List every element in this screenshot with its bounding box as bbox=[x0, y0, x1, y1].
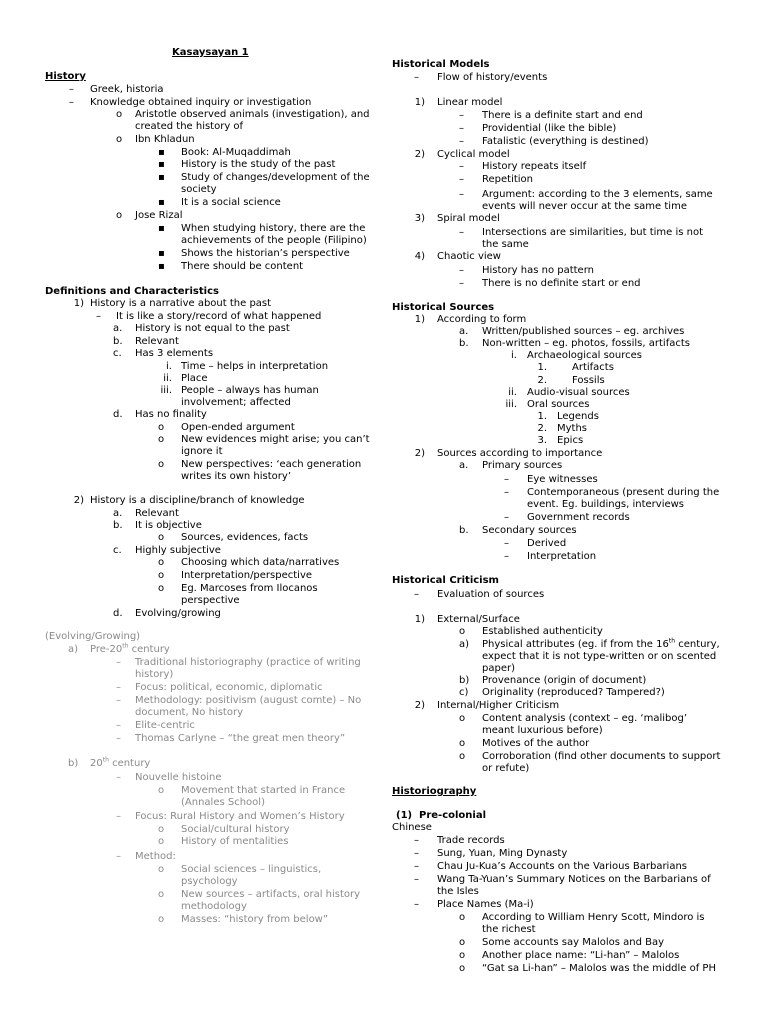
bullet-square: ▪ bbox=[158, 159, 165, 170]
place-item: the richest bbox=[482, 924, 536, 935]
dash-marker: – bbox=[414, 874, 419, 885]
chinese-label: Chinese bbox=[392, 822, 432, 833]
bullet-circle: o bbox=[158, 570, 165, 581]
int-item: meant luxurious before) bbox=[482, 725, 603, 736]
focus-item: Social/cultural history bbox=[181, 824, 290, 835]
pre20-item: Focus: political, economic, diplomatic bbox=[135, 682, 323, 693]
pre-colonial: Pre-colonial bbox=[419, 810, 487, 821]
sources-1b: Non-written – eg. photos, fossils, artifacts bbox=[482, 338, 690, 349]
primary-sources: Primary sources bbox=[482, 460, 563, 471]
audio-visual: Audio-visual sources bbox=[527, 387, 630, 398]
element-item: Time – helps in interpretation bbox=[181, 361, 329, 372]
dash-marker: – bbox=[414, 848, 419, 859]
oral-item: Legends bbox=[557, 411, 599, 422]
defs-2b: It is objective bbox=[135, 520, 202, 531]
defs-point-2: History is a discipline/branch of knowledge bbox=[90, 495, 305, 506]
bullet-circle: o bbox=[459, 713, 466, 724]
secondary-sources: Secondary sources bbox=[482, 525, 577, 536]
letter-marker: c. bbox=[113, 348, 122, 359]
method-item: New sources – artifacts, oral history bbox=[181, 889, 361, 900]
dash-marker: – bbox=[414, 835, 419, 846]
method-item: methodology bbox=[181, 901, 247, 912]
bullet-circle: o bbox=[158, 889, 165, 900]
dash-marker: – bbox=[459, 136, 464, 147]
defs-2d: Evolving/growing bbox=[135, 608, 221, 619]
bullet-circle: o bbox=[158, 532, 165, 543]
focus-line: Focus: Rural History and Women’s History bbox=[135, 811, 345, 822]
history-heading: History bbox=[45, 71, 86, 82]
cyclical-item: History repeats itself bbox=[482, 161, 587, 172]
letter-marker: b. bbox=[113, 336, 123, 347]
pre20-item: document, No history bbox=[135, 707, 243, 718]
bullet-square: ▪ bbox=[158, 147, 165, 158]
secondary-item: Interpretation bbox=[527, 551, 597, 562]
number-marker: (1) bbox=[396, 810, 413, 821]
bullet-circle: o bbox=[459, 626, 466, 637]
pre20-item: Traditional historiography (practice of writing bbox=[135, 657, 361, 668]
spiral-item: Intersections are similarities, but time is not bbox=[482, 227, 704, 238]
dash-marker: – bbox=[504, 487, 509, 498]
bullet-circle: o bbox=[158, 914, 165, 925]
bullet-square: ▪ bbox=[158, 172, 165, 183]
method-item: Masses: “history from below” bbox=[181, 914, 329, 925]
dash-marker: – bbox=[116, 720, 121, 731]
number-marker: 1. bbox=[537, 362, 547, 373]
focus-item: History of mentalities bbox=[181, 836, 289, 847]
bullet-circle: o bbox=[158, 785, 165, 796]
history-item: Greek, historia bbox=[90, 84, 164, 95]
element-item: Place bbox=[181, 373, 208, 384]
bullet-circle: o bbox=[116, 210, 123, 221]
dash-marker: – bbox=[459, 161, 464, 172]
cyclical-item: Argument: according to the 3 elements, same bbox=[482, 189, 713, 200]
method-line: Method: bbox=[135, 851, 176, 862]
number-marker: 1) bbox=[414, 97, 425, 108]
roman-marker: i. bbox=[511, 350, 517, 361]
number-marker: 2. bbox=[537, 423, 547, 434]
roman-marker: ii. bbox=[163, 373, 172, 384]
defs-point-1-sub: It is like a story/record of what happened bbox=[116, 311, 322, 322]
arch-item: Artifacts bbox=[572, 362, 614, 373]
primary-item: Contemporaneous (present during the bbox=[527, 487, 720, 498]
letter-marker: a. bbox=[113, 323, 123, 334]
bullet-square: ▪ bbox=[158, 248, 165, 259]
criticism-eval: Evaluation of sources bbox=[437, 589, 545, 600]
finality-item: New evidences might arise; you can’t bbox=[181, 434, 370, 445]
dash-marker: – bbox=[69, 84, 74, 95]
place-item: According to William Henry Scott, Mindoro is bbox=[482, 912, 705, 923]
bullet-circle: o bbox=[158, 583, 165, 594]
number-marker: 2. bbox=[537, 375, 547, 386]
chinese-item: Place Names (Ma-i) bbox=[437, 899, 534, 910]
pre20-item: history) bbox=[135, 669, 174, 680]
int-item: or refute) bbox=[482, 763, 530, 774]
nouvelle-item: Movement that started in France bbox=[181, 785, 346, 796]
bullet-circle: o bbox=[158, 824, 165, 835]
sources-1: According to form bbox=[437, 314, 527, 325]
element-item: involvement; affected bbox=[181, 397, 291, 408]
letter-marker: b) bbox=[459, 675, 470, 686]
number-marker: 1) bbox=[73, 298, 84, 309]
defs-1b: Relevant bbox=[135, 336, 179, 347]
oral-item: Epics bbox=[557, 435, 584, 446]
cyclical-item: events will never occur at the same time bbox=[482, 201, 687, 212]
criticism-heading: Historical Criticism bbox=[392, 575, 499, 586]
subjective-item: Eg. Marcoses from Ilocanos bbox=[181, 583, 318, 594]
chinese-item: Trade records bbox=[437, 835, 505, 846]
dash-marker: – bbox=[414, 899, 419, 910]
pre20-item: Methodology: positivism (august comte) – No bbox=[135, 695, 362, 706]
dash-marker: – bbox=[459, 123, 464, 134]
ibn-item: Study of changes/development of the bbox=[181, 172, 370, 183]
dash-marker: – bbox=[504, 474, 509, 485]
rizal-item: Shows the historian’s perspective bbox=[181, 248, 350, 259]
ibn-item: History is the study of the past bbox=[181, 159, 336, 170]
letter-marker: a) bbox=[459, 639, 470, 650]
letter-marker: c. bbox=[113, 545, 122, 556]
models-flow: Flow of history/events bbox=[437, 72, 548, 83]
number-marker: 4) bbox=[414, 251, 425, 262]
chinese-item: Sung, Yuan, Ming Dynasty bbox=[437, 848, 568, 859]
linear-item: There is a definite start and end bbox=[482, 110, 643, 121]
int-item: Corroboration (find other documents to support bbox=[482, 751, 721, 762]
bullet-square: ▪ bbox=[158, 261, 165, 272]
roman-marker: i. bbox=[166, 361, 172, 372]
bullet-circle: o bbox=[158, 836, 165, 847]
int-item: Content analysis (context – eg. ‘malibog’ bbox=[482, 713, 688, 724]
chaotic-item: There is no definite start or end bbox=[482, 278, 641, 289]
nouvelle-item: (Annales School) bbox=[181, 797, 265, 808]
bullet-circle: o bbox=[459, 912, 466, 923]
sources-heading: Historical Sources bbox=[392, 302, 495, 313]
rizal-item: There should be content bbox=[181, 261, 304, 272]
ext-item: Established authenticity bbox=[482, 626, 603, 637]
document-title: Kasaysayan 1 bbox=[172, 47, 249, 58]
models-heading: Historical Models bbox=[392, 59, 490, 70]
bullet-circle: o bbox=[158, 864, 165, 875]
cyclical-item: Repetition bbox=[482, 174, 534, 185]
method-item: Social sciences – linguistics, bbox=[181, 864, 322, 875]
dash-marker: – bbox=[459, 110, 464, 121]
chaotic-view: Chaotic view bbox=[437, 251, 501, 262]
bullet-circle: o bbox=[158, 422, 165, 433]
pre-20th-century: Pre-20th century bbox=[90, 642, 170, 655]
letter-marker: a. bbox=[459, 326, 469, 337]
ext-item: expect that it is not type-written or on scented bbox=[482, 651, 717, 662]
subjective-item: Interpretation/perspective bbox=[181, 570, 313, 581]
letter-marker: b. bbox=[459, 338, 469, 349]
letter-marker: a. bbox=[113, 508, 123, 519]
secondary-item: Derived bbox=[527, 538, 567, 549]
dash-marker: – bbox=[69, 97, 74, 108]
subjective-item: Choosing which data/narratives bbox=[181, 557, 340, 568]
chinese-item: Wang Ta-Yuan’s Summary Notices on the Barbarians of bbox=[437, 874, 711, 885]
objective-item: Sources, evidences, facts bbox=[181, 532, 309, 543]
jose-rizal: Jose Rizal bbox=[135, 210, 183, 221]
dash-marker: – bbox=[459, 174, 464, 185]
number-marker: 2) bbox=[414, 700, 425, 711]
roman-marker: iii. bbox=[160, 385, 172, 396]
number-marker: 2) bbox=[73, 495, 84, 506]
bullet-square: ▪ bbox=[158, 197, 165, 208]
defs-2c: Highly subjective bbox=[135, 545, 221, 556]
ext-item: Originality (reproduced? Tampered?) bbox=[482, 687, 665, 698]
history-item: Knowledge obtained inquiry or investigation bbox=[90, 97, 312, 108]
linear-item: Providential (like the bible) bbox=[482, 123, 617, 134]
aristotle-line: Aristotle observed animals (investigation), and bbox=[135, 109, 370, 120]
place-item: “Gat sa Li-han” – Malolos was the middle of PH bbox=[482, 963, 716, 974]
linear-model: Linear model bbox=[437, 97, 503, 108]
letter-marker: b. bbox=[459, 525, 469, 536]
chinese-item: the Isles bbox=[437, 886, 479, 897]
dash-marker: – bbox=[116, 851, 121, 862]
rizal-item: When studying history, there are the bbox=[181, 223, 366, 234]
primary-item: event. Eg. buildings, interviews bbox=[527, 499, 685, 510]
sources-2: Sources according to importance bbox=[437, 448, 603, 459]
finality-item: ignore it bbox=[181, 446, 223, 457]
bullet-circle: o bbox=[158, 557, 165, 568]
dash-marker: – bbox=[116, 695, 121, 706]
dash-marker: – bbox=[116, 733, 121, 744]
dash-marker: – bbox=[459, 227, 464, 238]
letter-marker: a. bbox=[459, 460, 469, 471]
linear-item: Fatalistic (everything is destined) bbox=[482, 136, 649, 147]
method-item: psychology bbox=[181, 876, 238, 887]
sources-1a: Written/published sources – eg. archives bbox=[482, 326, 685, 337]
bullet-circle: o bbox=[116, 109, 123, 120]
dash-marker: – bbox=[116, 682, 121, 693]
bullet-circle: o bbox=[459, 751, 466, 762]
dash-marker: – bbox=[96, 311, 101, 322]
subjective-item: perspective bbox=[181, 595, 240, 606]
spiral-item: the same bbox=[482, 239, 529, 250]
place-item: Some accounts say Malolos and Bay bbox=[482, 937, 665, 948]
oral-sources: Oral sources bbox=[527, 399, 590, 410]
roman-marker: ii. bbox=[508, 387, 517, 398]
ibn-khladun: Ibn Khladun bbox=[135, 134, 195, 145]
dash-marker: – bbox=[504, 512, 509, 523]
dash-marker: – bbox=[459, 265, 464, 276]
dash-marker: – bbox=[414, 861, 419, 872]
defs-1c: Has 3 elements bbox=[135, 348, 214, 359]
letter-marker: d. bbox=[113, 409, 123, 420]
number-marker: 1. bbox=[537, 411, 547, 422]
arch-item: Fossils bbox=[572, 375, 605, 386]
primary-item: Eye witnesses bbox=[527, 474, 598, 485]
number-marker: 1) bbox=[414, 614, 425, 625]
dash-marker: – bbox=[459, 278, 464, 289]
bullet-circle: o bbox=[158, 434, 165, 445]
finality-item: New perspectives: ‘each generation bbox=[181, 459, 362, 470]
letter-marker: d. bbox=[113, 608, 123, 619]
letter-marker: b. bbox=[113, 520, 123, 531]
nouvelle-histoine: Nouvelle histoine bbox=[135, 772, 222, 783]
dash-marker: – bbox=[459, 189, 464, 200]
number-marker: 2) bbox=[414, 149, 425, 160]
finality-item: Open-ended argument bbox=[181, 422, 295, 433]
internal-criticism: Internal/Higher Criticism bbox=[437, 700, 560, 711]
roman-marker: iii. bbox=[505, 399, 517, 410]
definitions-heading: Definitions and Characteristics bbox=[45, 286, 219, 297]
defs-2a: Relevant bbox=[135, 508, 179, 519]
archaeological: Archaeological sources bbox=[527, 350, 642, 361]
number-marker: 2) bbox=[414, 448, 425, 459]
letter-marker: b) bbox=[68, 758, 79, 769]
20th-century: 20th century bbox=[90, 756, 151, 769]
element-item: People – always has human bbox=[181, 385, 319, 396]
bullet-circle: o bbox=[459, 738, 466, 749]
bullet-circle: o bbox=[116, 134, 123, 145]
number-marker: 3) bbox=[414, 213, 425, 224]
letter-marker: c) bbox=[459, 687, 469, 698]
dash-marker: – bbox=[116, 811, 121, 822]
rizal-item: achievements of the people (Filipino) bbox=[181, 235, 367, 246]
spiral-model: Spiral model bbox=[437, 213, 500, 224]
pre20-item: Elite-centric bbox=[135, 720, 195, 731]
cyclical-model: Cyclical model bbox=[437, 149, 510, 160]
dash-marker: – bbox=[504, 551, 509, 562]
letter-marker: a) bbox=[68, 644, 79, 655]
bullet-circle: o bbox=[459, 950, 466, 961]
number-marker: 3. bbox=[537, 435, 547, 446]
dash-marker: – bbox=[414, 72, 419, 83]
bullet-square: ▪ bbox=[158, 223, 165, 234]
dash-marker: – bbox=[504, 538, 509, 549]
number-marker: 1) bbox=[414, 314, 425, 325]
ext-item: Provenance (origin of document) bbox=[482, 675, 647, 686]
historiography-heading: Historiography bbox=[392, 786, 477, 797]
aristotle-line: created the history of bbox=[135, 121, 244, 132]
ibn-item: Book: Al-Muqaddimah bbox=[181, 147, 291, 158]
pre20-item: Thomas Carlyne – “the great men theory” bbox=[135, 733, 346, 744]
ibn-item: society bbox=[181, 184, 217, 195]
finality-item: writes its own history’ bbox=[181, 471, 292, 482]
bullet-circle: o bbox=[459, 963, 466, 974]
oral-item: Myths bbox=[557, 423, 588, 434]
primary-item: Government records bbox=[527, 512, 630, 523]
dash-marker: – bbox=[116, 772, 121, 783]
ibn-item: It is a social science bbox=[181, 197, 281, 208]
place-item: Another place name: “Li-han” – Malolos bbox=[482, 950, 680, 961]
chaotic-item: History has no pattern bbox=[482, 265, 594, 276]
defs-1a: History is not equal to the past bbox=[135, 323, 290, 334]
defs-1d: Has no finality bbox=[135, 409, 207, 420]
int-item: Motives of the author bbox=[482, 738, 590, 749]
bullet-circle: o bbox=[459, 937, 466, 948]
dash-marker: – bbox=[414, 589, 419, 600]
ext-item: Physical attributes (eg. if from the 16th century, bbox=[482, 637, 720, 650]
dash-marker: – bbox=[116, 657, 121, 668]
chinese-item: Chau Ju-Kua’s Accounts on the Various Barbarians bbox=[437, 861, 688, 872]
ext-item: paper) bbox=[482, 663, 515, 674]
defs-point-1: History is a narrative about the past bbox=[90, 298, 272, 309]
external-criticism: External/Surface bbox=[437, 614, 520, 625]
bullet-circle: o bbox=[158, 459, 165, 470]
evolving-heading: (Evolving/Growing) bbox=[45, 631, 141, 642]
